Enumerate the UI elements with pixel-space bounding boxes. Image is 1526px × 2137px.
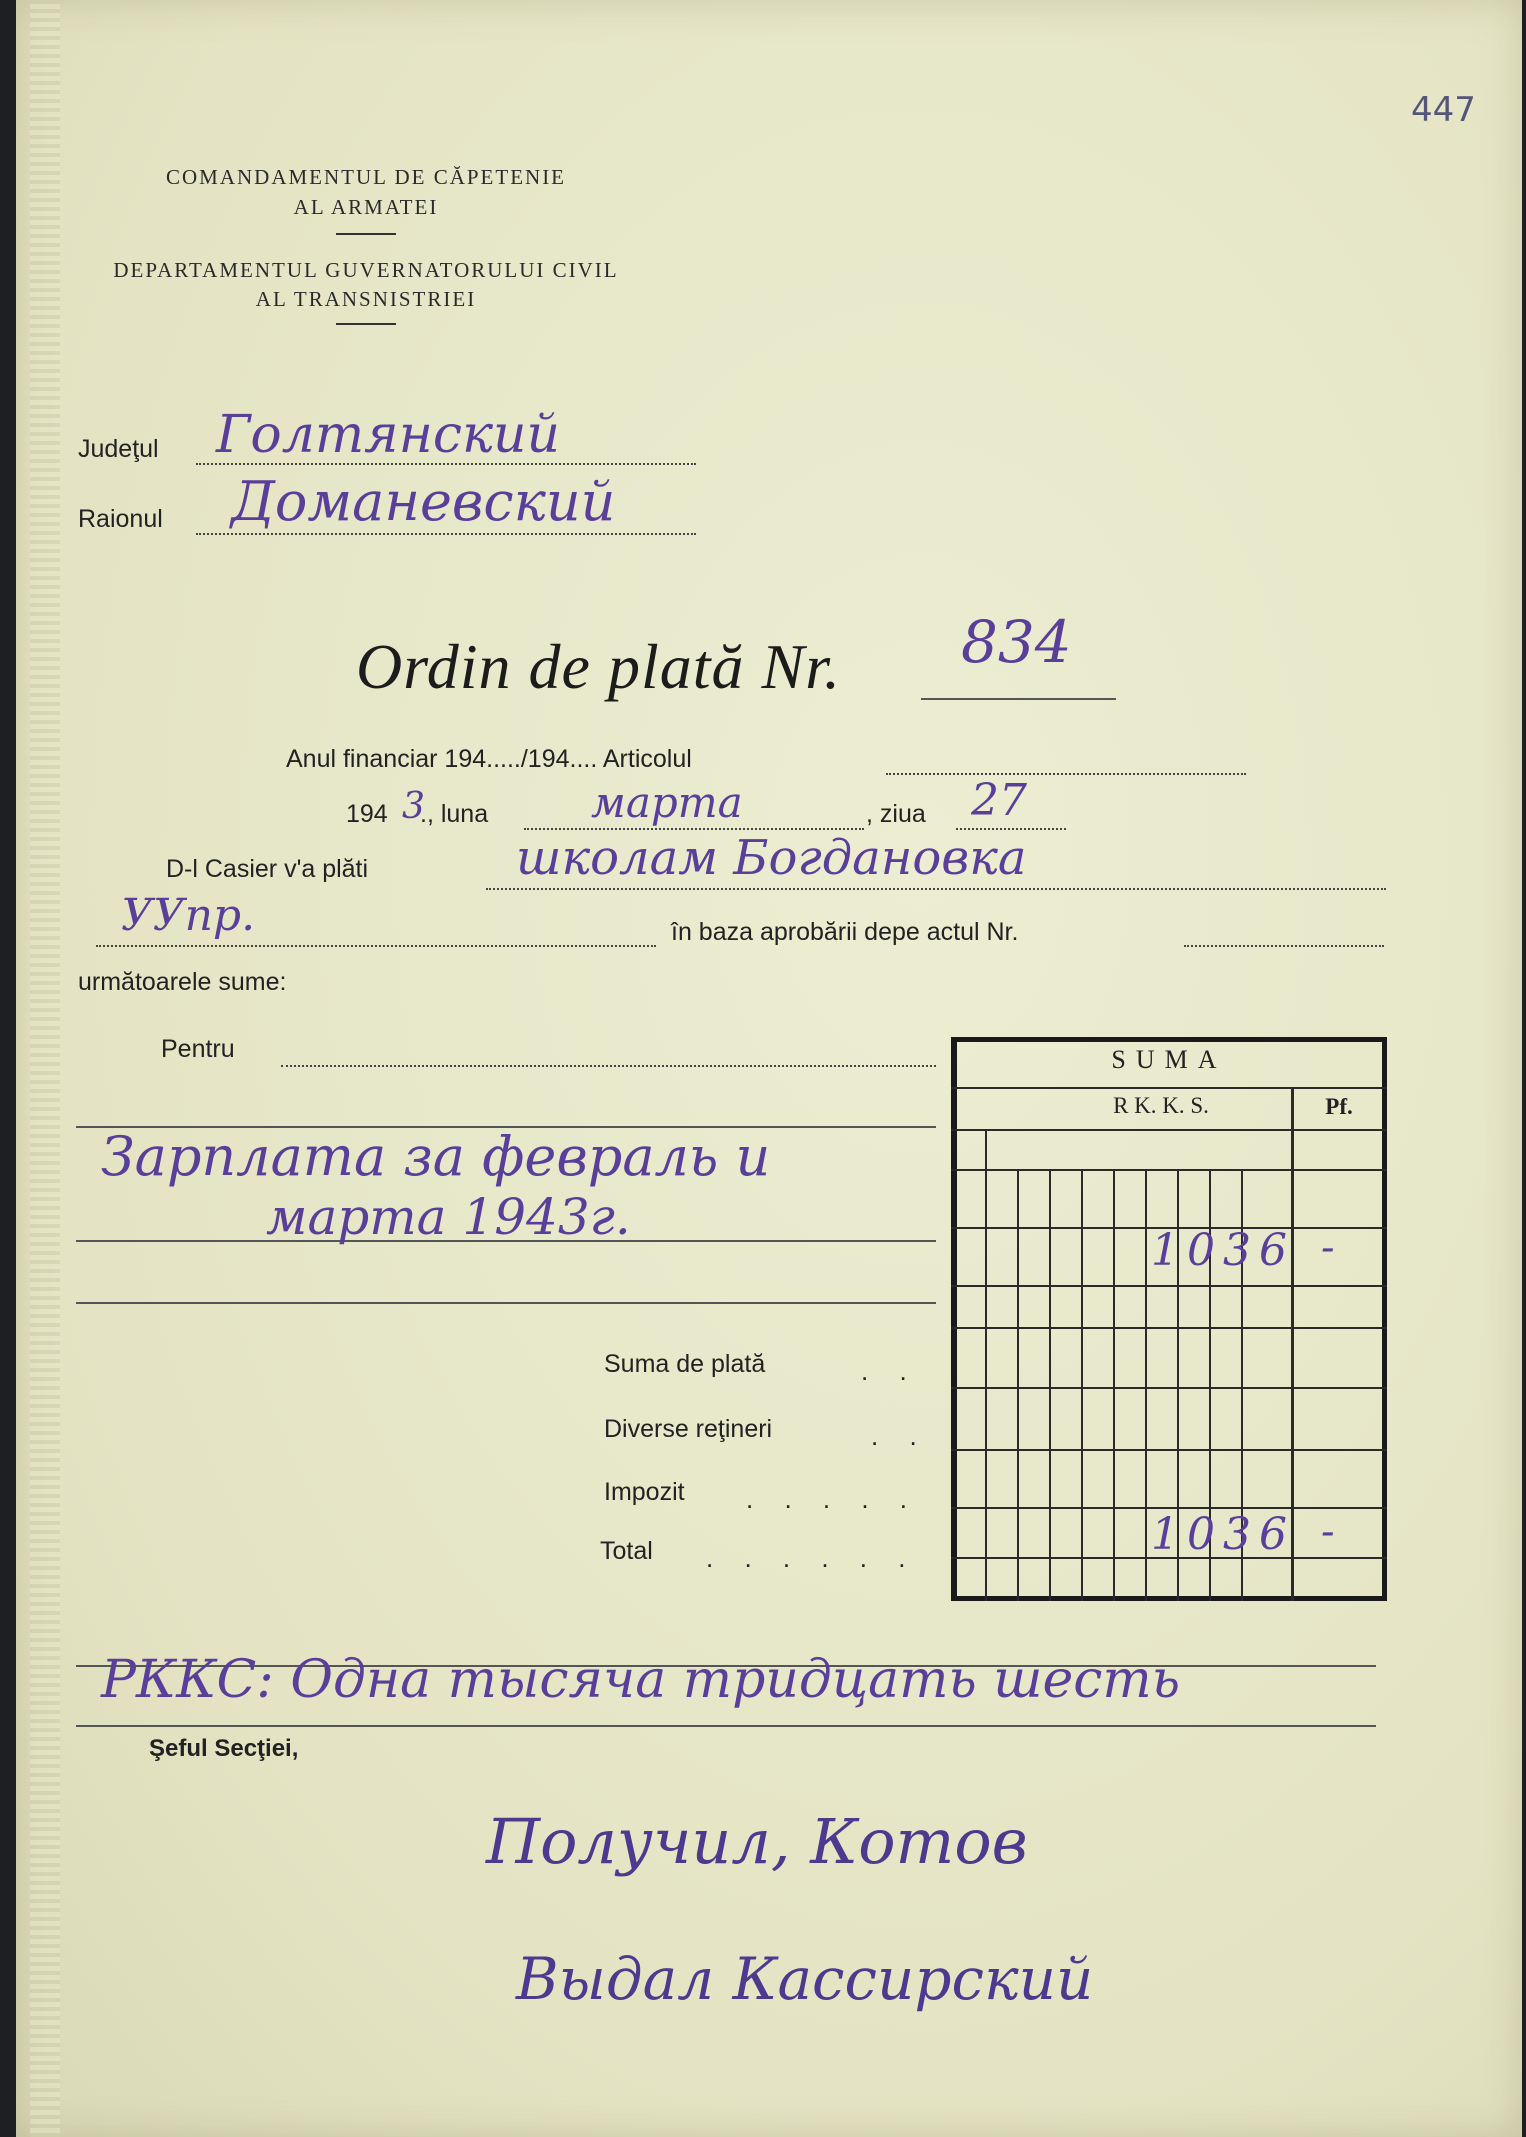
luna-value: марта [591, 778, 743, 827]
grid-col [1017, 1169, 1019, 1601]
pentru-text-1: Зарплата за февраль и [101, 1125, 771, 1188]
pentru-text-2: марта 1943г. [266, 1188, 631, 1246]
casier-value-2: УУпр. [121, 890, 256, 941]
order-number: 834 [961, 608, 1072, 676]
row-rule [951, 1327, 1387, 1329]
total-pf: - [1321, 1509, 1335, 1555]
header-rule-1 [336, 233, 396, 235]
page-number: 447 [1411, 90, 1476, 130]
amount-in-words: РККС: Одна тысяча тридцать шесть [101, 1650, 1181, 1710]
year-prefix: 194 [346, 800, 388, 828]
suma-de-plata-label: Suma de plată [604, 1350, 766, 1378]
dots: . . [861, 1356, 919, 1386]
seful-sectiei: Şeful Secţiei, [149, 1735, 299, 1762]
document-sheet [16, 0, 1522, 2137]
dots: . . . . . [746, 1484, 920, 1514]
row-pf: - [1321, 1225, 1335, 1271]
pentru-label: Pentru [161, 1035, 235, 1063]
suma-rule-1 [951, 1087, 1387, 1089]
total-label: Total [600, 1537, 653, 1565]
impozit-label: Impozit [604, 1478, 685, 1506]
pentru-line-0 [281, 1065, 936, 1067]
header-line-1: COMANDAMENTUL DE CĂPETENIE [165, 165, 567, 189]
signature-cashier: Выдал Кассирский [516, 1945, 1094, 2013]
row-rule [951, 1285, 1387, 1287]
row-rule [951, 1449, 1387, 1451]
raionul-value: Доманевский [231, 470, 616, 533]
title-number-line [921, 698, 1116, 700]
header-line-3: DEPARTAMENTUL GUVERNATORULUI CIVIL [113, 258, 619, 282]
suma-table [951, 1037, 1387, 1601]
header-line-2: AL ARMATEI [293, 195, 439, 219]
grid-col [1081, 1169, 1083, 1601]
casier-value: школам Богдановка [516, 830, 1027, 886]
casier-line-2 [96, 945, 656, 947]
header-line-4: AL TRANSNISTRIEI [255, 287, 477, 311]
suma-rkks-header: R K. K. S. [1113, 1093, 1209, 1118]
row-rule [951, 1169, 1387, 1171]
suma-header: SUMA [1111, 1045, 1227, 1074]
year-digit: 3 [402, 786, 425, 827]
words-line-bottom [76, 1725, 1376, 1727]
row-rule [951, 1387, 1387, 1389]
total-amount: 1036 [1151, 1509, 1295, 1560]
grid-col [1113, 1169, 1115, 1601]
suma-rule-2 [951, 1129, 1387, 1131]
casier-label: D-l Casier v'a plăti [166, 855, 369, 883]
ziua-label: , ziua [866, 800, 926, 828]
dots: . . [871, 1421, 929, 1451]
casier-line [486, 888, 1386, 890]
perforated-edge [30, 0, 60, 2137]
judetul-label: Judeţul [78, 435, 159, 463]
anul-financiar: Anul financiar 194...../194.... Articolul [286, 745, 692, 773]
grid-col [1145, 1169, 1147, 1601]
urmatoarele-label: următoarele sume: [78, 968, 287, 996]
articolul-line [886, 773, 1246, 775]
suma-pf-header: Pf. [1325, 1094, 1353, 1119]
row-amount: 1036 [1151, 1225, 1295, 1276]
header-rule-2 [336, 323, 396, 325]
raionul-line [196, 533, 696, 535]
ziua-value: 27 [971, 775, 1027, 826]
document-title: Ordin de plată Nr. [356, 631, 841, 702]
luna-label: ., luna [420, 800, 489, 828]
dots: . . . . . . [706, 1543, 918, 1573]
signature-received: Получил, Котов [486, 1805, 1028, 1878]
pentru-line-3 [76, 1302, 936, 1304]
raionul-label: Raionul [78, 505, 163, 533]
grid-col [985, 1129, 987, 1601]
aprobare-line [1184, 945, 1384, 947]
diverse-label: Diverse reţineri [604, 1415, 773, 1443]
judetul-value: Голтянский [216, 405, 560, 465]
aprobare-label: în baza aprobării depe actul Nr. [671, 918, 1019, 946]
grid-col [1049, 1169, 1051, 1601]
